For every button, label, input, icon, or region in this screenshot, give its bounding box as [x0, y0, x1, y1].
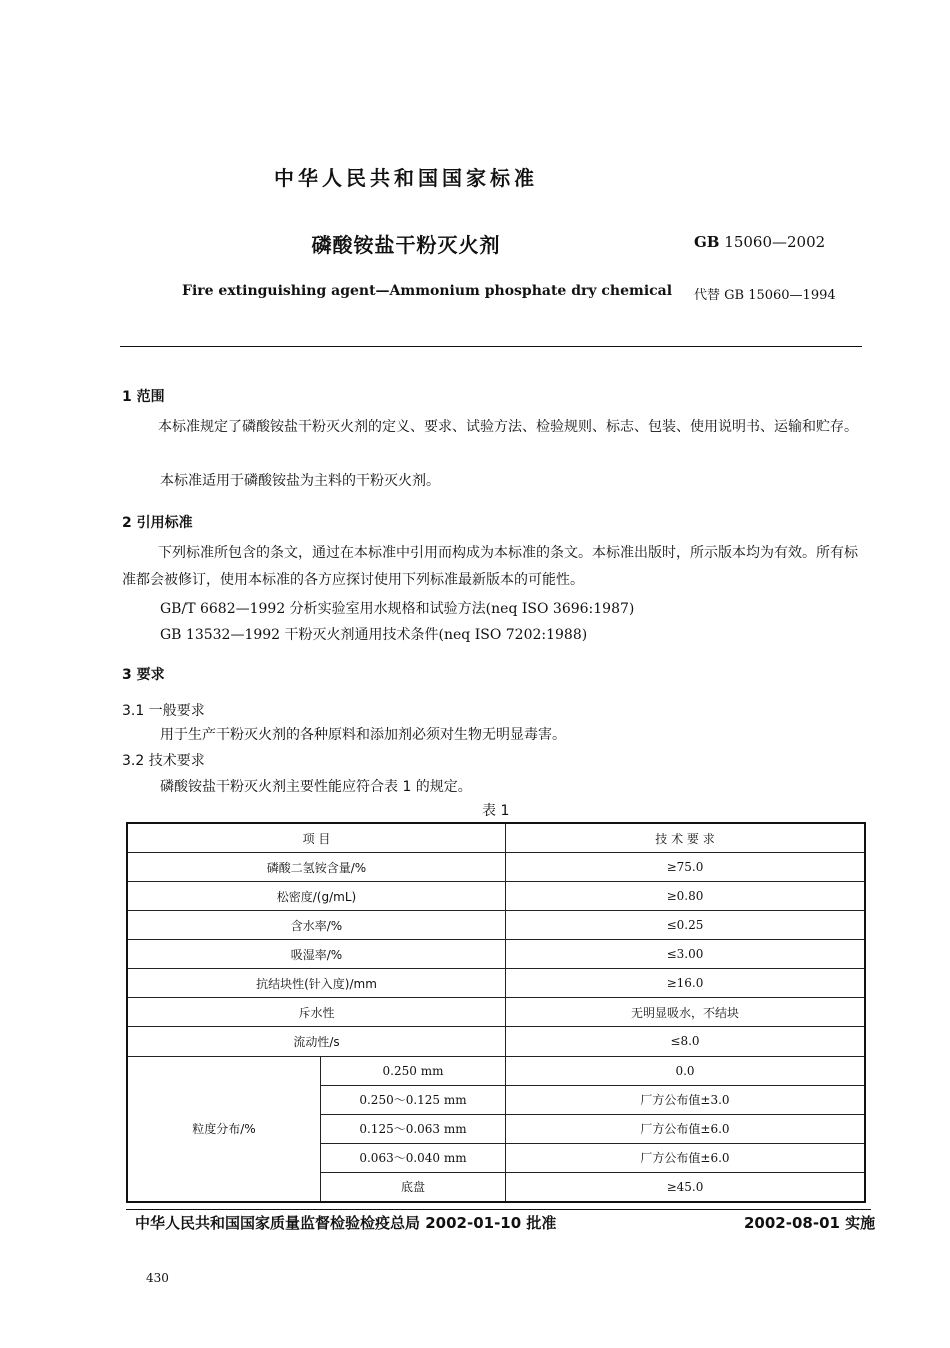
table-row	[127, 882, 865, 911]
table-cell-item: 斥水性	[127, 998, 506, 1027]
table-title: 表 1	[482, 803, 510, 819]
table-row	[127, 853, 865, 882]
table-cell-item: 流动性/s	[127, 1027, 506, 1056]
implementation-date: 2002-08-01 实施	[744, 1214, 876, 1232]
table-cell-item: 抗结块性(针入度)/mm	[127, 969, 506, 998]
section-3-2-heading: 3.2 技术要求	[122, 753, 205, 769]
table-cell-requirement: 无明显吸水，不结块	[506, 998, 866, 1027]
table-header-requirement: 技 术 要 求	[506, 823, 866, 853]
approval-statement: 中华人民共和国国家质量监督检验检疫总局 2002-01-10 批准	[135, 1214, 557, 1232]
standard-code-prefix: GB	[694, 233, 720, 251]
table-cell-item: 含水率/%	[127, 911, 506, 940]
table-cell-requirement: 厂方公布值±6.0	[506, 1114, 866, 1143]
section-3-1-heading: 3.1 一般要求	[122, 703, 205, 719]
table-cell-item: 吸湿率/%	[127, 940, 506, 969]
section-3-1-text: 用于生产干粉灭火剂的各种原料和添加剂必须对生物无明显毒害。	[160, 727, 566, 743]
particle-size-cell: 0.125～0.063 mm	[321, 1114, 506, 1143]
national-standard-heading: 中华人民共和国国家标准	[274, 166, 538, 190]
table-cell-requirement: ≤8.0	[506, 1027, 866, 1056]
page-number: 430	[146, 1271, 169, 1285]
section-2-paragraph-1: 下列标准所包含的条文，通过在本标准中引用而构成为本标准的条文。本标准出版时，所示版本均为有效。所有标准都会被修订，使用本标准的各方应探讨使用下列标准最新版本的可能性。	[122, 545, 858, 588]
reference-1: GB/T 6682—1992 分析实验室用水规格和试验方法(neq ISO 3696:1987)	[160, 601, 635, 617]
section-2-heading: 2 引用标准	[122, 515, 193, 531]
table-row	[127, 1027, 865, 1056]
requirements-table	[126, 822, 866, 1203]
table-cell-requirement: ≥45.0	[506, 1172, 866, 1202]
table-cell-requirement: ≤0.25	[506, 911, 866, 940]
table-row	[127, 969, 865, 998]
particle-size-cell: 底盘	[321, 1172, 506, 1202]
table-row	[127, 1056, 865, 1085]
document-title-en: Fire extinguishing agent—Ammonium phosphate dry chemical	[182, 283, 673, 299]
standard-code-number: 15060—2002	[724, 233, 826, 251]
table-header-row	[127, 823, 865, 853]
table-cell-item: 松密度/(g/mL)	[127, 882, 506, 911]
table-cell-item: 磷酸二氢铵含量/%	[127, 853, 506, 882]
table-cell-requirement: ≤3.00	[506, 940, 866, 969]
particle-size-cell: 0.063～0.040 mm	[321, 1143, 506, 1172]
table-cell-requirement: ≥0.80	[506, 882, 866, 911]
particle-size-cell: 0.250～0.125 mm	[321, 1085, 506, 1114]
table-cell-requirement: 厂方公布值±6.0	[506, 1143, 866, 1172]
particle-distribution-label: 粒度分布/%	[127, 1056, 321, 1202]
section-3-2-text: 磷酸铵盐干粉灭火剂主要性能应符合表 1 的规定。	[160, 779, 472, 795]
replaces-note: 代替 GB 15060—1994	[694, 288, 836, 303]
section-1-heading: 1 范围	[122, 389, 165, 405]
table-cell-requirement: 0.0	[506, 1056, 866, 1085]
section-3-heading: 3 要求	[122, 667, 165, 683]
section-1-paragraph-1: 本标准规定了磷酸铵盐干粉灭火剂的定义、要求、试验方法、检验规则、标志、包装、使用说明书、运输和贮存。	[158, 419, 858, 435]
section-1-paragraph-2: 本标准适用于磷酸铵盐为主料的干粉灭火剂。	[160, 473, 440, 489]
table-cell-requirement: 厂方公布值±3.0	[506, 1085, 866, 1114]
table-cell-requirement: ≥16.0	[506, 969, 866, 998]
document-title-zh: 磷酸铵盐干粉灭火剂	[311, 233, 501, 257]
table-row	[127, 940, 865, 969]
reference-2: GB 13532—1992 干粉灭火剂通用技术条件(neq ISO 7202:1988)	[160, 627, 588, 643]
table-row	[127, 911, 865, 940]
footer-divider	[126, 1209, 871, 1210]
header-divider	[120, 346, 862, 347]
standard-code	[694, 233, 825, 251]
table-header-item: 项 目	[127, 823, 506, 853]
table-cell-requirement: ≥75.0	[506, 853, 866, 882]
table-row	[127, 998, 865, 1027]
particle-size-cell: 0.250 mm	[321, 1056, 506, 1085]
